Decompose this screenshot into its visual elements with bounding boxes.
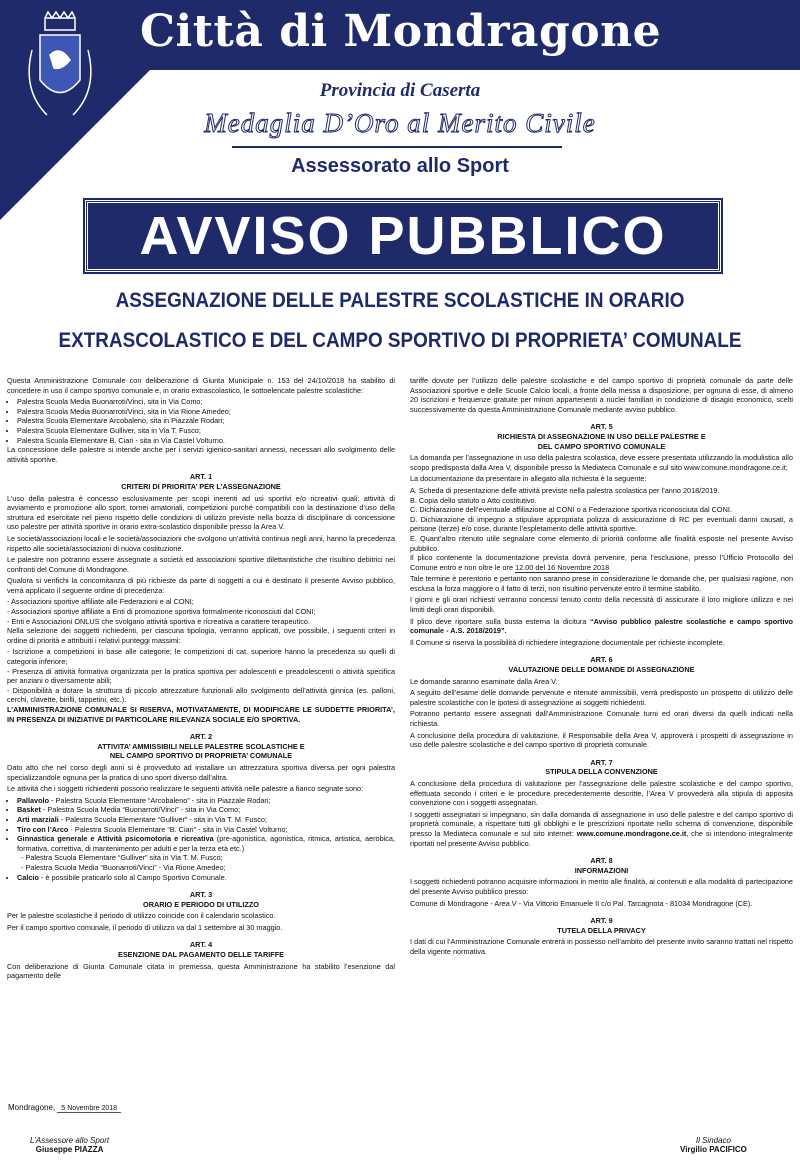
art6-title: VALUTAZIONE DELLE DOMANDE DI ASSEGNAZIONE xyxy=(508,665,695,675)
art6-number: ART. 6 xyxy=(590,655,613,665)
paragraph xyxy=(410,810,793,848)
list-item: • Palestra Scuola Media Buonarroti/Vinci, sita in Via Como; xyxy=(17,397,395,407)
paragraph xyxy=(410,617,793,636)
signature-sindaco xyxy=(680,1136,747,1154)
art7-number: ART. 7 xyxy=(590,757,613,767)
paragraph: Dato atto che nel corso degli anni si è provveduto ad installare un attrezzatura sportiva diversa per ogni palestra specializzandole ognuna per la pratica di uno sport diverso dall’altra. xyxy=(7,762,395,782)
assessore-role: L’Assessore allo Sport xyxy=(30,1136,110,1145)
divider xyxy=(232,146,562,148)
right-column xyxy=(410,376,793,958)
list-item xyxy=(17,825,395,835)
art3-number: ART. 3 xyxy=(189,890,213,900)
convenzione-text-end: , che si intendono integralmente riportati nel presente Avviso pubblico. xyxy=(410,828,793,848)
signature-assessore xyxy=(30,1136,109,1154)
busta-text: Il plico deve riportare sulla busta esterna la dicitura xyxy=(410,616,590,626)
line: C. Dichiarazione dell’eventuale affiliazione al CONI o a Federazione sportiva riconosciuta dal CONI. xyxy=(410,505,732,515)
art1-number: ART. 1 xyxy=(189,472,213,482)
item-bold: Pallavolo xyxy=(17,795,50,805)
paragraph: Le palestre non potranno essere assegnate a società ed associazioni sportive dilettantistiche che risultino debitrici nei confronti del Comune di Mondragone. xyxy=(7,555,395,574)
art9-number: ART. 9 xyxy=(590,916,613,926)
footer-place-date xyxy=(8,1103,121,1113)
item-text: (pre-agonistica, agonistica, ritmica, artistica, aerobica, formativa, correttiva, di mantenimento per adulti e per la terza età etc.) xyxy=(17,834,395,853)
line: - Presenza di attività formativa organizzata per la pratica sportiva per adolescenti e preadolescenti o attività specifica per anziani o diversamente abili; xyxy=(7,666,395,686)
paragraph: La documentazione da presentare in allegato alla richiesta è la seguente: xyxy=(410,474,647,484)
deadline-value: 12.00 del 16 Novembre 2018 xyxy=(515,562,610,572)
line: A. Scheda di presentazione delle attività previste nella palestra scolastica per l’anno 2018/2019. xyxy=(410,485,720,495)
deadline-text: Il plico contenente la documentazione prevista dovrà pervenire, pena l’esclusione, presso l’Ufficio Protocollo del Comune entro e non oltre le ore xyxy=(410,553,793,572)
attivita-list xyxy=(7,796,395,854)
item-bold: Ginnastica generale e Attività psicomotoria e ricreativa xyxy=(17,834,214,844)
paragraph: tariffe dovute per l’utilizzo delle palestre scolastiche e del campo sportivo di proprietà comunale da parte delle Associazioni sportive e delle Scuole Calcio locali, a fronte della messa a disposizione, per ognuna di esse, di almeno 20 iscrizioni e frequenze gratuite per minori appartenenti a nuclei familiari in condizione di disagio economico, scelti successivamente da questa Amministrazione Comunale mediante avviso pubblico. xyxy=(410,376,793,414)
line: B. Copia dello statuto o Atto costitutivo. xyxy=(410,495,537,505)
art5-title: RICHIESTA DI ASSEGNAZIONE IN USO DELLE PALESTRE E xyxy=(497,431,706,441)
subtitle-line1: ASSEGNAZIONE DELLE PALESTRE SCOLASTICHE IN ORARIO xyxy=(115,289,685,312)
line: - Palestra Scuola Media “Buonarroti/Vinci” - Via Rione Amedeo; xyxy=(21,862,226,872)
paragraph: A conclusione della procedura di valutazione per l’assegnazione delle palestre scolastiche e del campo sportivo, effettuata secondo i criteri e le procedure precedentemente descritte, l’Area V provvederà alla stipula di apposita convenzione con i soggetti assegnatari. xyxy=(410,778,793,808)
paragraph: Le società/associazioni locali e le società/associazioni che svolgono un’attività continua negli anni, hanno la precedenza rispetto alle società/associazioni di nuova costituzione. xyxy=(7,533,395,553)
art1-heading xyxy=(7,472,395,491)
art7-heading xyxy=(410,758,793,777)
subtitle-line2: EXTRASCOLASTICO E DEL CAMPO SPORTIVO DI PROPRIETA’ COMUNALE xyxy=(58,329,742,352)
list-item: • Palestra Scuola Media Buonarroti/Vinci, sita in Via Rione Amedeo; xyxy=(17,407,395,417)
footer-place: Mondragone, xyxy=(8,1103,58,1112)
medaglia: Medaglia D’Oro al Merito Civile xyxy=(204,108,596,138)
paragraph: Tale termine è perentorio e pertanto non saranno prese in considerazione le domande che, per qualsiasi ragione, non esclusa la forza maggiore o il fatto di terzi, non risultino pervenute entro il termine stabilito. xyxy=(410,574,793,593)
art8-title: INFORMAZIONI xyxy=(574,865,629,875)
line: - Associazioni sportive affiliate alle Federazioni e al CONI; xyxy=(7,597,194,607)
item-text: - Palestra Scuola Elementare “Gulliver” - sita in Via T. M. Fusco; xyxy=(58,814,267,824)
art2-title: ATTIVITA’ AMMISSIBILI NELLE PALESTRE SCOLASTICHE E xyxy=(97,741,305,751)
assessorato: Assessorato allo Sport xyxy=(291,155,509,177)
item-text: - è possibile praticarlo solo al Campo Sportivo Comunale. xyxy=(38,872,227,882)
calcio-list xyxy=(7,873,395,883)
list-item xyxy=(17,805,395,815)
paragraph: La domanda per l’assegnazione in uso della palestra scolastica, deve essere presentata utilizzando la modulistica allo scopo predisposta dalla Area V, disponibile presso la Mediateca Comunale e sul sito www.comune.mondragone.ce.it; xyxy=(410,453,793,472)
paragraph: Con deliberazione di Giunta Comunale citata in premessa, questa Amministrazione ha stabilito l’esenzione dal pagamento delle xyxy=(7,961,395,981)
paragraph: I giorni e gli orari richiesti verranno concessi tenuto conto della necessità di assicurare il loro migliore utilizzo e nei limiti degli orari disponibili. xyxy=(410,595,793,615)
paragraph: Per le palestre scolastiche il periodo di utilizzo coincide con il calendario scolastico. xyxy=(7,911,276,921)
art5-title2: DEL CAMPO SPORTIVO COMUNALE xyxy=(537,441,666,451)
line: - Disponibilità a dotare la struttura di piccolo attrezzature funzionali allo svolgimento dell’attività ginnica (es. palloni, cerchi, clavette, birilli, tappetini, etc.). xyxy=(7,685,395,705)
paragraph: Qualora si verifichi la concomitanza di più richieste da parte di soggetti a cui è destinato il presente Avviso pubblico, verrà applicato il seguente ordine di precedenza: xyxy=(7,576,395,595)
art4-heading xyxy=(7,940,395,959)
paragraph: Comune di Mondragone - Area V - Via Vittorio Emanuele II c/o Pal. Tarcagnota - 81034 Mondragone (CE). xyxy=(410,898,753,908)
art8-number: ART. 8 xyxy=(590,856,613,866)
item-bold: Arti marziali xyxy=(17,814,59,824)
paragraph xyxy=(410,553,793,572)
list-item xyxy=(17,796,395,806)
paragraph: I dati di cui l’Amministrazione Comunale entrerà in possesso nell’ambito del presente invito saranno trattati nel rispetto della vigente normativa. xyxy=(410,937,793,956)
list-item: • Palestra Scuola Elementare Arcobaleno, sita in Piazzale Rodari; xyxy=(17,416,395,426)
list-item: • Palestra Scuola Elementare B. Ciari - sita in Via Castel Volturno. xyxy=(17,436,395,446)
art6-heading xyxy=(410,655,793,674)
art1-title: CRITERI DI PRIORITA’ PER L’ASSEGNAZIONE xyxy=(121,481,281,491)
convenzione-text: I soggetti assegnatari si impegnano, sin dalla domanda di assegnazione in uso delle palestre e del campo sportivo di proprietà comunale, a rispettare tutti gli obblighi e le prescrizioni riportate nello schema di convenzione, disponibile presso la Mediateca comunale e sul sito internet: xyxy=(410,809,793,838)
art7-title: STIPULA DELLA CONVENZIONE xyxy=(545,767,658,777)
art2-number: ART. 2 xyxy=(189,732,213,742)
list-item: • Palestra Scuola Elementare Gulliver, sita in Via T. Fusco; xyxy=(17,426,395,436)
art4-number: ART. 4 xyxy=(189,940,213,950)
paragraph-bold: L’AMMINISTRAZIONE COMUNALE SI RISERVA, MOTIVATAMENTE, DI MODIFICARE LE SUDDETTE PRIORITA’, IN PRESENZA DI INIZIATIVE DI PARTICOLARE RILEVANZA SOCIALE E/O SPORTIVA. xyxy=(7,705,395,724)
footer-date: 5 Novembre 2018 xyxy=(57,1105,121,1113)
paragraph: L’uso della palestra è concesso esclusivamente per scopi inerenti ad usi sportivi e/o ricreativi quali: attività di avviamento e promozione allo sport, tornei amatoriali, competizioni purché compatibili con la destinazione d’uso della struttura ed esercitate nel pieno rispetto delle condizioni di utilizzo previste nella bozza di disciplinare di concessione uso palestre per attività sportive in orario extra-scolastico disponibile presso la Area V. xyxy=(7,493,395,532)
art3-heading xyxy=(7,890,395,909)
left-column xyxy=(7,376,395,983)
item-text: - Palestra Scuola Media “Buonarroti/Vinci” - sita in Via Como; xyxy=(40,805,241,815)
art9-heading xyxy=(410,916,793,935)
city-title: Città di Mondragone xyxy=(140,6,662,57)
art8-heading xyxy=(410,856,793,875)
sindaco-role: Il Sindaco xyxy=(695,1136,731,1145)
item-bold: Calcio xyxy=(17,872,39,882)
website-link[interactable]: www.comune.mondragone.ce.it xyxy=(576,828,687,838)
art2-heading xyxy=(7,732,395,761)
item-text: - Palestra Scuola Elementare “B. Ciari” - sita in Via Castel Volturno; xyxy=(68,824,288,834)
sindaco-name: Virgilio PACIFICO xyxy=(680,1145,747,1154)
paragraph: Nella selezione dei soggetti richiedenti, per ciascuna tipologia, verranno applicati, ove possibile, i seguenti criteri in ordine di priorità e attribuiti i relativi punteggi massimi: xyxy=(7,626,395,645)
item-text: - Palestra Scuola Elementare “Arcobaleno” - sita in Piazzale Rodari; xyxy=(49,795,271,805)
art5-number: ART. 5 xyxy=(590,422,613,432)
list-item xyxy=(17,815,395,825)
line: D. Dichiarazione di impegno a stipulare appropriata polizza di assicurazione di RC per eventuali danni causati, a persone (terze) e/o cose, durante l’espletamento delle attività sportive. xyxy=(410,514,793,534)
list-item xyxy=(17,834,395,853)
art9-title: TUTELA DELLA PRIVACY xyxy=(557,925,646,935)
line: - Iscrizione a competizioni in base alle categorie; le competizioni di cat. superiore hanno la precedenza su quelli di categoria inferiore; xyxy=(7,647,395,667)
intro: Questa Amministrazione Comunale con deliberazione di Giunta Municipale n. 153 del 24/10/2018 ha stabilito di concedere in uso il campo sportivo comunale e, in orario extrascolastico, le sottoelencate palestre scolastiche: xyxy=(7,376,395,395)
provincia: Provincia di Caserta xyxy=(319,80,481,101)
art4-title: ESENZIONE DAL PAGAMENTO DELLE TARIFFE xyxy=(117,950,285,960)
paragraph: A seguito dell’esame delle domande pervenute e ritenute ammissibili, verrà predisposto un prospetto di utilizzo delle palestre scolastiche con le ipotesi di assegnazione ai soggetti richiedenti. xyxy=(410,688,793,707)
paragraph: I soggetti richiedenti potranno acquisire informazioni in merito alle finalità, ai contenuti e alla modalità di partecipazione del presente Avviso pubblico presso: xyxy=(410,877,793,896)
concessione: La concessione delle palestre si intende anche per i servizi igienico-sanitari annessi, necessari allo svolgimento delle attività sportive. xyxy=(7,445,395,464)
paragraph: Potranno pertanto essere assegnati dall’Amministrazione Comunale turni ed orari diversi da quelli indicati nella richiesta. xyxy=(410,709,793,728)
paragraph: Il Comune si riserva la possibilità di richiedere integrazione documentale per richieste incomplete. xyxy=(410,637,725,647)
paragraph: Per il campo sportivo comunale, il periodo di utilizzo va dal 1 settembre al 30 maggio. xyxy=(7,922,283,932)
item-bold: Basket xyxy=(17,805,41,815)
list-item xyxy=(17,873,395,883)
art5-heading xyxy=(410,422,793,451)
line: - Associazioni sportive affiliate a Enti di promozione sportiva formalmente riconosciuti dal CONI; xyxy=(7,607,316,617)
assessore-name: Giuseppe PIAZZA xyxy=(35,1145,104,1154)
paragraph: Le attività che i soggetti richiedenti possono realizzare le seguenti attività nelle palestre a fianco segnate sono: xyxy=(7,784,364,794)
art3-title: ORARIO E PERIODO DI UTILIZZO xyxy=(143,899,259,909)
item-bold: Tiro con l’Arco xyxy=(17,824,69,834)
paragraph: Le domande saranno esaminate dalla Area V. xyxy=(410,676,558,686)
busta-dicitura: “Avviso pubblico palestre scolastiche e campo sportivo comunale - A.S. 2018/2019”. xyxy=(410,616,793,636)
paragraph: A conclusione della procedura di valutazione, il Responsabile della Area V, approverà i prospetti di assegnazione in uso delle palestre scolastiche e del campo sportivo di proprietà comunale. xyxy=(410,730,793,750)
avviso-banner: AVVISO PUBBLICO xyxy=(85,200,721,272)
art2-title2: NEL CAMPO SPORTIVO DI PROPRIETA’ COMUNALE xyxy=(109,751,293,761)
palestre-list xyxy=(7,397,395,445)
line: - Palestra Scuola Elementare “Gulliver” sita in Via T. M. Fusco; xyxy=(21,853,223,863)
line: - Enti e Associazioni ONLUS che svolgano attività sportiva e ricreativa a carattere terapeutico. xyxy=(7,616,310,626)
line: E. Quant’altro ritenuto utile segnalare come elemento di priorità conforme alle finalità esposte nel presente Avviso pubblico. xyxy=(410,533,793,553)
